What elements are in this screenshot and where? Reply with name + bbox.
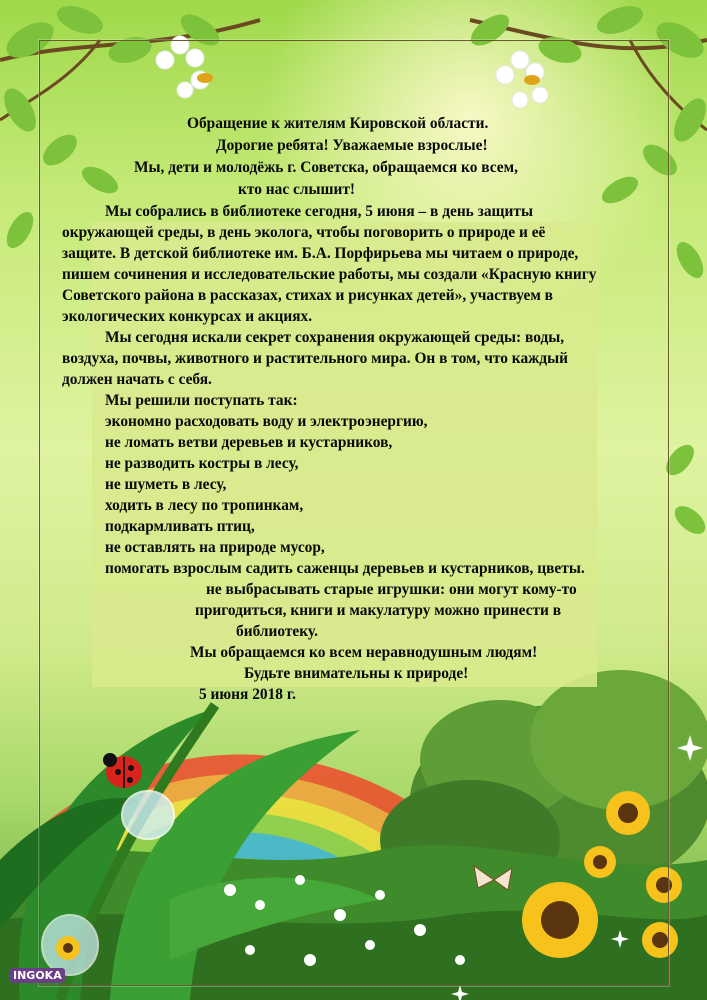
rule-item: помогать взрослым садить саженцы деревьев и кустарников, цветы. (105, 560, 585, 577)
watermark-logo: INGOKA (10, 968, 65, 983)
letter-title: Обращение к жителям Кировской области. (187, 115, 489, 132)
intro-line: кто нас слышит! (238, 181, 356, 198)
paragraph-line: Советского района в рассказах, стихах и рисунках детей», участвуем в (62, 287, 553, 304)
closing-line: Будьте внимательны к природе! (244, 665, 469, 682)
rule-item: не выбрасывать старые игрушки: они могут кому-то (206, 581, 577, 598)
letter-date: 5 июня 2018 г. (199, 686, 296, 703)
rule-item: пригодиться, книги и макулатуру можно принести в (195, 602, 562, 619)
rule-item: не оставлять на природе мусор, (105, 539, 325, 556)
rule-item: не ломать ветви деревьев и кустарников, (105, 434, 393, 451)
rule-item: ходить в лесу по тропинкам, (105, 497, 304, 514)
paragraph-line: пишем сочинения и исследовательские работы, мы создали «Красную книгу (62, 266, 597, 283)
paragraph-line: экологических конкурсах и акциях. (62, 308, 313, 325)
paragraph-line: воздуха, почвы, животного и растительного мира. Он в том, что каждый (62, 350, 568, 367)
letter-greeting: Дорогие ребята! Уважаемые взрослые! (216, 137, 488, 154)
rule-item: не шуметь в лесу, (105, 476, 227, 493)
paragraph-line: Мы собрались в библиотеке сегодня, 5 июня – в день защиты (105, 203, 533, 220)
closing-line: Мы обращаемся ко всем неравнодушным людям! (190, 644, 538, 661)
rule-item: подкармливать птиц, (105, 518, 255, 535)
paragraph-line: окружающей среды, в день эколога, чтобы поговорить о природе и её (62, 224, 546, 241)
rule-item: библиотеку. (236, 623, 318, 640)
paragraph-line: Мы сегодня искали секрет сохранения окружающей среды: воды, (105, 329, 565, 346)
intro-line: Мы, дети и молодёжь г. Советска, обращаемся ко всем, (134, 159, 518, 176)
rule-item: экономно расходовать воду и электроэнергию, (105, 413, 428, 430)
paragraph-line: должен начать с себя. (62, 371, 212, 388)
decision-intro: Мы решили поступать так: (105, 392, 298, 409)
paragraph-line: защите. В детской библиотеке им. Б.А. Порфирьева мы читаем о природе, (62, 245, 579, 262)
rule-item: не разводить костры в лесу, (105, 455, 299, 472)
